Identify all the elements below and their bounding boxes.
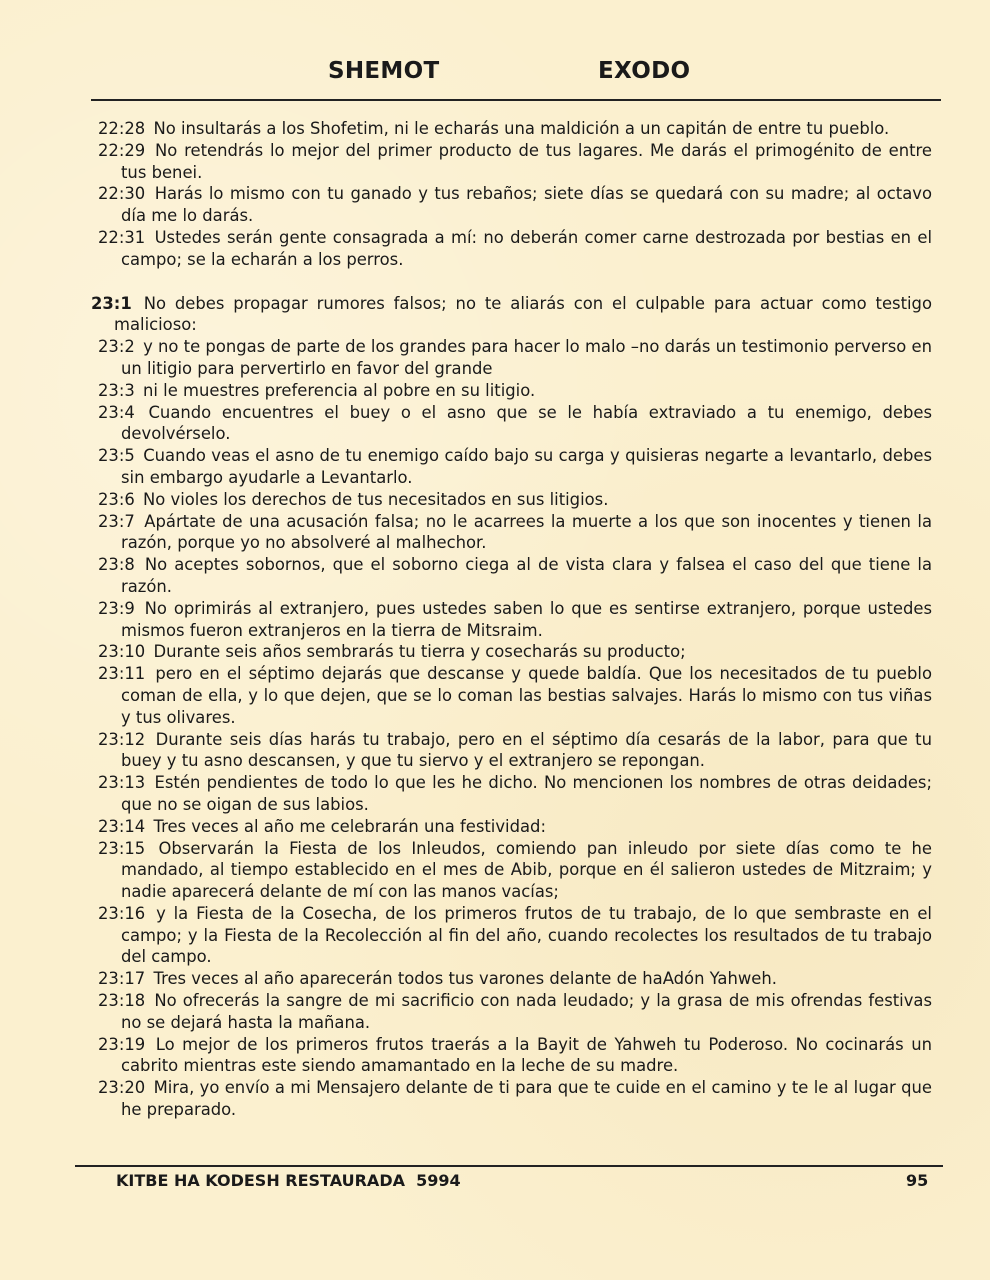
verse-text: pero en el séptimo dejarás que descanse y quede baldía. Que los necesitados de tu pueblo coman de ella, y lo que dejen, que se lo coman las bestias salvajes. Harás lo mismo con tus viñas y tus olivares. <box>121 664 932 727</box>
verse-number: 23:10 <box>98 642 146 662</box>
verse-number: 23:9 <box>98 598 135 618</box>
verse <box>98 511 932 555</box>
verse <box>98 1034 932 1078</box>
verse-number: 23:4 <box>98 402 135 422</box>
verse <box>98 336 932 380</box>
verse <box>98 140 932 184</box>
verse-number: 23:19 <box>98 1034 146 1054</box>
verse <box>98 903 932 968</box>
verse-number: 22:29 <box>98 140 146 160</box>
page-number: 95 <box>906 1171 929 1190</box>
chapter-22-block <box>98 118 932 271</box>
verse-text: Cuando veas el asno de tu enemigo caído bajo su carga y quisieras negarte a levantarlo, debes sin embargo ayudarle a Levantarlo. <box>121 446 932 487</box>
verse-text: Durante seis días harás tu trabajo, pero en el séptimo día cesarás de la labor, para que tu buey y tu asno descansen, y que tu siervo y el extranjero se repongan. <box>121 729 932 771</box>
verse <box>98 663 932 728</box>
verse-text: Apártate de una acusación falsa; no le acarrees la muerte a los que son inocentes y tienen la razón, porque yo no absolveré al malhechor. <box>121 511 932 553</box>
verse-number: 23:14 <box>98 816 146 836</box>
verse <box>98 1077 932 1121</box>
verse-number: 22:28 <box>98 119 146 138</box>
verse-number: 22:30 <box>98 184 146 204</box>
verse-text: Lo mejor de los primeros frutos traerás a la Bayit de Yahweh tu Poderoso. No cocinarás un cabrito mientras este siendo amamantado en la leche de su madre. <box>121 1034 933 1076</box>
verse-text: Cuando encuentres el buey o el asno que se le había extraviado a tu enemigo, debes devolvérselo. <box>121 402 932 444</box>
verse-text: y la Fiesta de la Cosecha, de los primeros frutos de tu trabajo, de lo que sembraste en el campo; y la Fiesta de la Recolección al fin del año, cuando recolectes los resultados de tu trabajo del campo. <box>121 903 932 967</box>
verse-number: 23:12 <box>98 729 146 749</box>
verse-text: Tres veces al año aparecerán todos tus varones delante de haAdón Yahweh. <box>153 969 777 989</box>
verse-number: 23:6 <box>98 489 135 509</box>
verse <box>98 183 932 227</box>
verse-number: 23:2 <box>98 337 135 357</box>
verse <box>98 968 932 990</box>
verse-number: 23:11 <box>98 664 146 684</box>
verse <box>98 402 932 446</box>
verse-number: 22:31 <box>98 227 146 247</box>
verse-number: 23:16 <box>98 903 146 923</box>
chapter-gap <box>98 271 932 293</box>
verse-text: Harás lo mismo con tu ganado y tus rebaños; siete días se quedará con su madre; al octavo día me lo darás. <box>121 184 932 226</box>
verse <box>98 772 932 816</box>
verse <box>98 838 932 903</box>
verse-text: Mira, yo envío a mi Mensajero delante de ti para que te cuide en el camino y te le al lugar que he preparado. <box>121 1078 932 1120</box>
verse-number: 23:3 <box>98 380 135 400</box>
header-book-spanish: EXODO <box>598 58 691 84</box>
verse <box>98 554 932 598</box>
verse-text: Ustedes serán gente consagrada a mí: no deberán comer carne destrozada por bestias en el campo; se la echarán a los perros. <box>121 227 932 269</box>
header-book-hebrew: SHEMOT <box>328 58 440 84</box>
verse-text: No debes propagar rumores falsos; no te aliarás con el culpable para actuar como testigo malicioso: <box>114 293 932 335</box>
page-header <box>0 58 990 94</box>
verse-number: 23:15 <box>98 838 146 858</box>
scripture-text <box>91 118 933 1121</box>
verse-number: 23:8 <box>98 555 135 575</box>
verse-text: No aceptes sobornos, que el soborno ciega al de vista clara y falsea el caso del que tiene la razón. <box>121 555 932 596</box>
verse-number: 23:20 <box>98 1078 146 1098</box>
verse-text: Observarán la Fiesta de los Inleudos, comiendo pan inleudo por siete días como te he mandado, al tiempo establecido en el mes de Abib, porque en él salieron ustedes de Mitzraim; y nadie aparecerá delante de mí con las manos vacías; <box>121 838 932 902</box>
verse <box>98 380 932 402</box>
footer-rule <box>75 1165 943 1167</box>
verse <box>98 816 932 838</box>
verse <box>98 990 932 1034</box>
verse <box>98 641 932 663</box>
verse <box>98 729 932 773</box>
verse-number: 23:13 <box>98 773 146 793</box>
verse-text: ni le muestres preferencia al pobre en su litigio. <box>143 380 536 400</box>
verse <box>98 598 932 642</box>
chapter-23-block <box>91 293 933 1121</box>
verse-text: Estén pendientes de todo lo que les he dicho. No mencionen los nombres de otras deidades; que no se oigan de sus labios. <box>121 773 932 814</box>
verse-text: No violes los derechos de tus necesitados en sus litigios. <box>143 489 609 509</box>
verse-text: Tres veces al año me celebrarán una festividad: <box>153 816 546 836</box>
verse-text: No oprimirás al extranjero, pues ustedes saben lo que es sentirse extranjero, porque ustedes mismos fueron extranjeros en la tierra de Mitsraim. <box>121 598 932 640</box>
verse-number: 23:18 <box>98 991 146 1011</box>
verse-number: 23:7 <box>98 511 135 531</box>
verse-text: No insultarás a los Shofetim, ni le echarás una maldición a un capitán de entre tu pueblo. <box>153 119 890 138</box>
verse <box>91 293 932 337</box>
verse-text: No ofrecerás la sangre de mi sacrificio con nada leudado; y la grasa de mis ofrendas festivas no se dejará hasta la mañana. <box>121 991 933 1032</box>
header-rule <box>91 99 941 101</box>
verse <box>98 118 932 140</box>
verse-number: 23:1 <box>91 293 132 313</box>
verse <box>98 445 932 489</box>
verse-text: y no te pongas de parte de los grandes para hacer lo malo –no darás un testimonio perverso en un litigio para pervertirlo en favor del grande <box>121 337 932 378</box>
verse-number: 23:17 <box>98 969 146 989</box>
verse-text: Durante seis años sembrarás tu tierra y cosecharás su producto; <box>153 642 686 662</box>
verse-number: 23:5 <box>98 446 135 466</box>
footer-title: KITBE HA KODESH RESTAURADA 5994 <box>116 1171 461 1190</box>
verse-text: No retendrás lo mejor del primer producto de tus lagares. Me darás el primogénito de entre tus benei. <box>121 140 932 182</box>
verse <box>98 227 932 271</box>
verse <box>98 489 932 511</box>
